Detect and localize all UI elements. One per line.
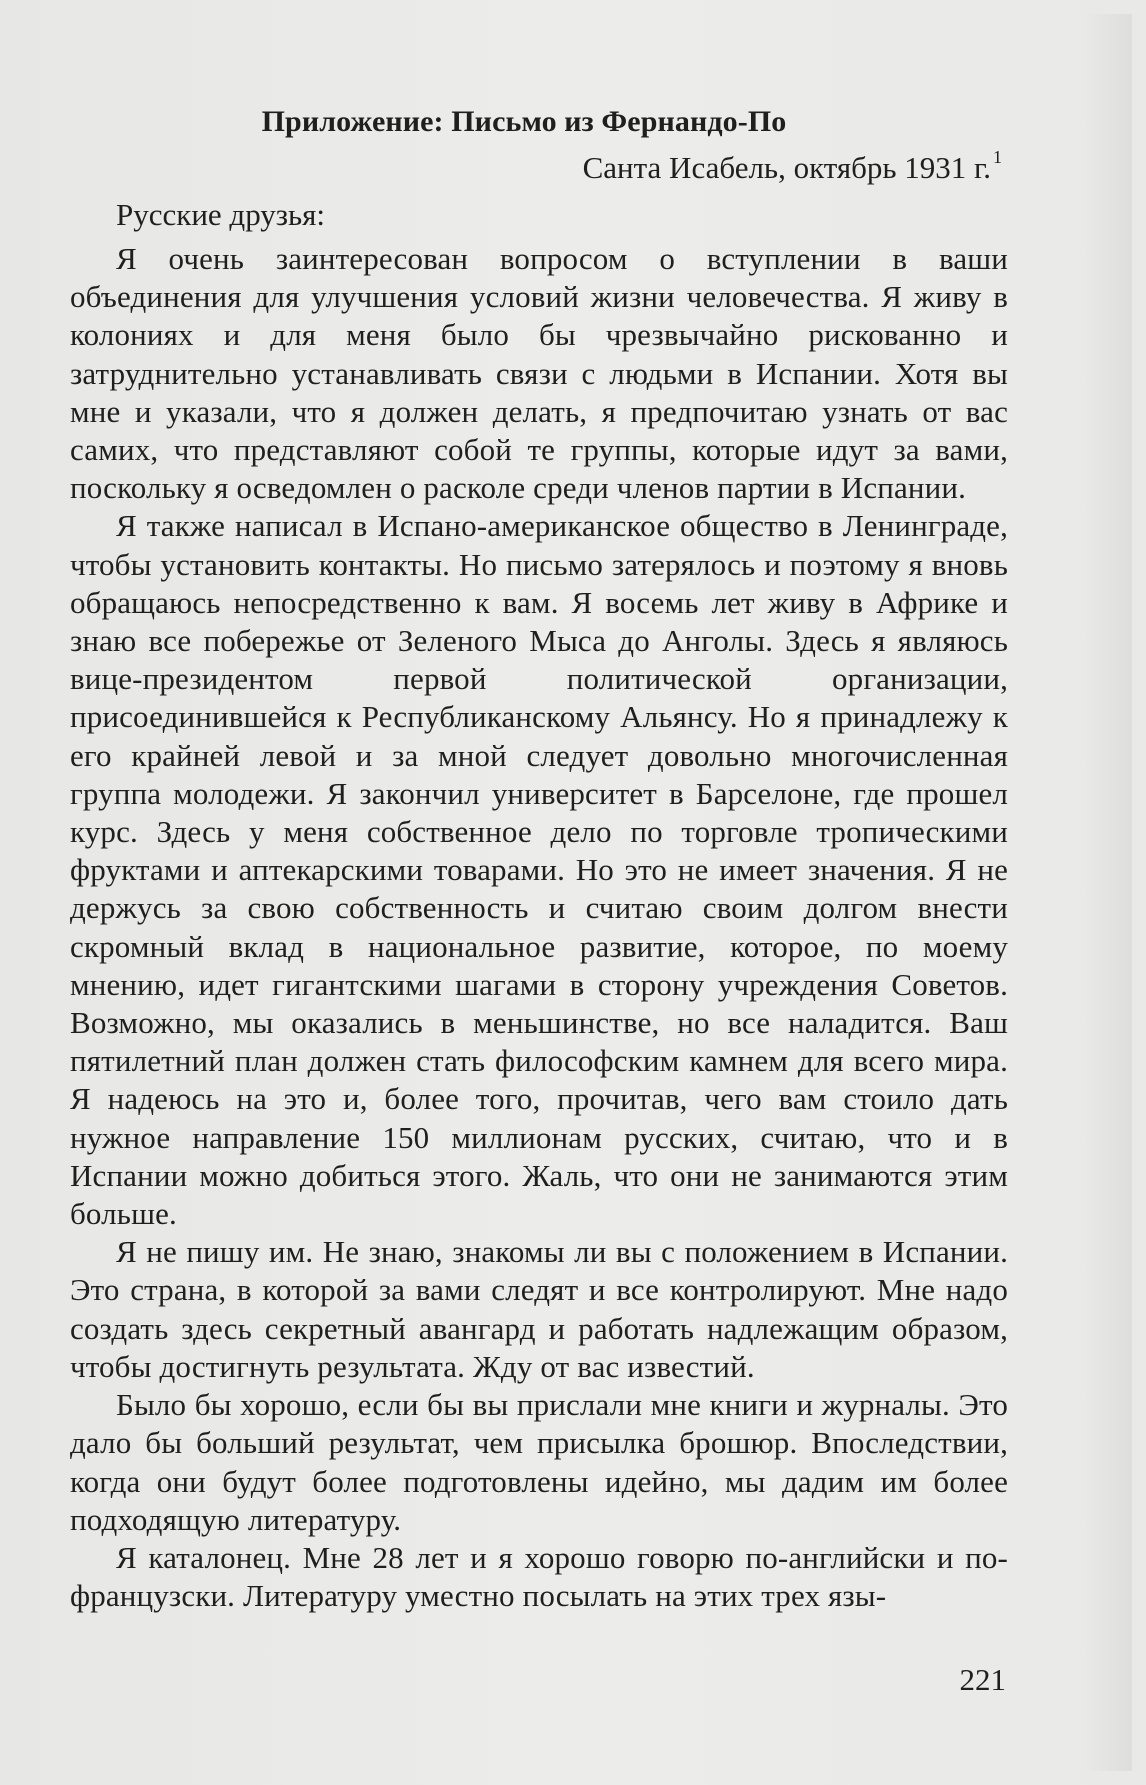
- page-number: 221: [959, 1662, 1006, 1697]
- paragraph-5: Я каталонец. Мне 28 лет и я хорошо говорю по-английски и по-французски. Литературу уместно посылать на этих трех язы-: [70, 1539, 1008, 1614]
- page-edge-shadow: [1084, 14, 1132, 1771]
- place-date-text: Санта Исабель, октябрь 1931 г.: [582, 150, 991, 185]
- appendix-title: Приложение: Письмо из Фернандо-По: [261, 105, 787, 138]
- paragraph-2: Я также написал в Испано-американское общество в Ленинграде, чтобы установить контакты. Но письмо затерялось и поэтому я вновь обращаюсь непосредственно к вам. Я восемь лет живу в Африке и знаю все побережье от Зеленого Мыса до Анголы. Здесь я являюсь вице-президентом первой политической организации, присоединившейся к Республиканскому Альянсу. Но я принадлежу к его крайней левой и за мной следует довольно многочисленная группа молодежи. Я закончил университет в Барселоне, где прошел курс. Здесь у меня собственное дело по торговле тропическими фруктами и аптекарскими товарами. Но это не имеет значения. Я не держусь за свою собственность и считаю своим долгом внести скромный вклад в национальное развитие, которое, по моему мнению, идет гигантскими шагами в сторону учреждения Советов. Возможно, мы оказались в меньшинстве, но все наладится. Ваш пятилетний план должен стать философским камнем для всего мира. Я надеюсь на это и, более того, прочитав, чего вам стоило дать нужное направление 150 миллионам русских, считаю, что и в Испании можно добиться этого. Жаль, что они не занимаются этим больше.: [70, 508, 1008, 1232]
- paragraph-4: Было бы хорошо, если бы вы прислали мне книги и журналы. Это дало бы больший результат, чем присылка брошюр. Впоследствии, когда они будут более подготовлены идейно, мы дадим им более подходящую литературу.: [70, 1387, 1008, 1537]
- footnote-marker: 1: [993, 147, 1002, 167]
- paragraph-1: Я очень заинтересован вопросом о вступлении в ваши объединения для улучшения условий жизни человечества. Я живу в колониях и для меня было бы чрезвычайно рискованно и затруднительно устанавливать связи с людьми в Испании. Хотя вы мне и указали, что я должен делать, я предпочитаю узнать от вас самих, что представляют собой те группы, которые идут за вами, поскольку я осведомлен о расколе среди членов партии в Испании.: [70, 241, 1008, 506]
- paragraph-3: Я не пишу им. Не знаю, знакомы ли вы с положением в Испании. Это страна, в которой за вами следят и все контролируют. Мне надо создать здесь секретный авангард и работать надлежащим образом, чтобы достигнуть результата. Жду от вас известий.: [70, 1234, 1008, 1384]
- page-content: [70, 103, 1008, 1615]
- letter-greeting: Русские друзья:: [116, 197, 326, 232]
- letter-place-date: [70, 149, 1008, 191]
